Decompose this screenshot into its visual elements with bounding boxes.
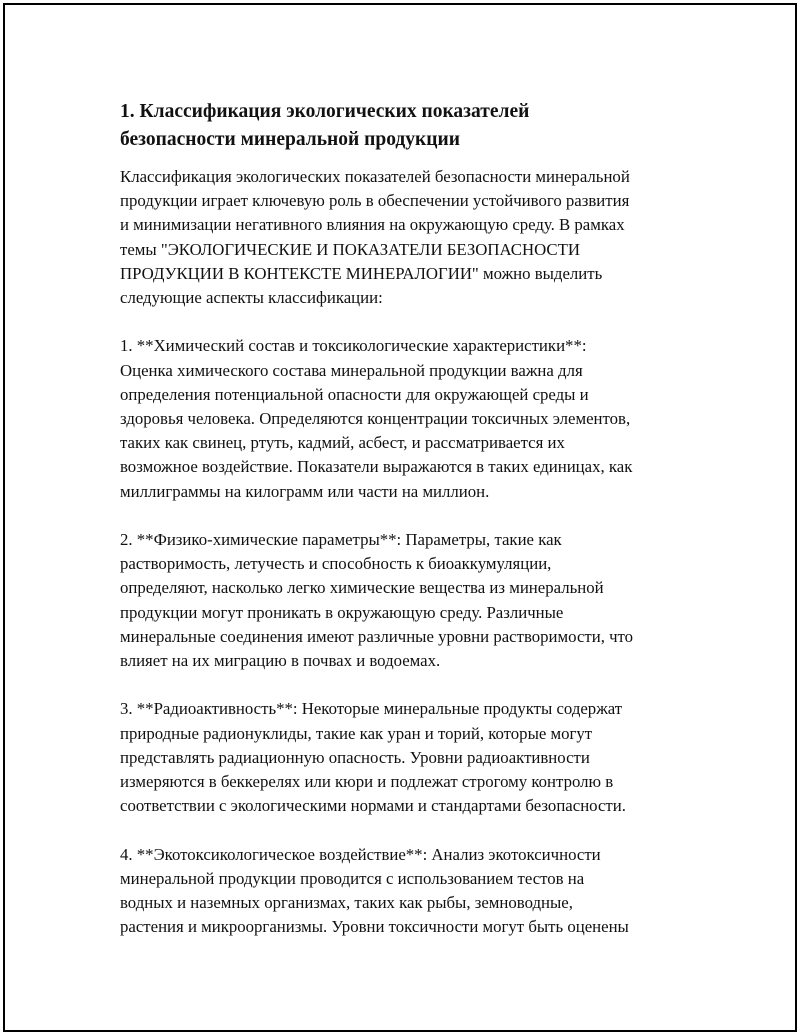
text-line: определения потенциальной опасности для окружающей среды и (120, 384, 589, 404)
text-line: миллиграммы на килограмм или части на миллион. (120, 481, 490, 501)
text-line: таких как свинец, ртуть, кадмий, асбест, и рассматривается их (120, 433, 565, 453)
text-line: природные радионуклиды, такие как уран и торий, которые могут (120, 723, 593, 743)
list-paragraph-ecotoxicology (120, 843, 720, 940)
heading-line: безопасности минеральной продукции (120, 128, 460, 150)
text-line: Оценка химического состава минеральной продукции важна для (120, 360, 583, 380)
text-line: возможное воздействие. Показатели выражаются в таких единицах, как (120, 457, 633, 477)
text-line: продукции играет ключевую роль в обеспечении устойчивого развития (120, 191, 630, 211)
document-page (3, 3, 797, 1032)
text-line: Классификация экологических показателей безопасности минеральной (120, 167, 630, 186)
list-paragraph-chemical-composition (120, 334, 720, 503)
document-content (120, 98, 720, 964)
text-line: минеральные соединения имеют различные уровни растворимости, что (120, 626, 634, 646)
text-line: 3. **Радиоактивность**: Некоторые минеральные продукты содержат (120, 699, 623, 719)
text-line: водных и наземных организмах, таких как рыбы, земноводные, (120, 893, 573, 913)
list-paragraph-physicochemical (120, 528, 720, 673)
text-line: измеряются в беккерелях или кюри и подлежат строгому контролю в (120, 772, 614, 792)
text-line: минеральной продукции проводится с использованием тестов на (120, 868, 585, 888)
text-line: продукции могут проникать в окружающую среду. Различные (120, 602, 564, 622)
text-line: и минимизации негативного влияния на окружающую среду. В рамках (120, 215, 625, 235)
section-heading (120, 98, 720, 153)
text-line: определяют, насколько легко химические вещества из минеральной (120, 578, 604, 598)
text-line: 1. **Химический состав и токсикологические характеристики**: (120, 336, 587, 356)
text-line: 4. **Экотоксикологическое воздействие**: Анализ экотоксичности (120, 844, 601, 864)
text-line: представлять радиационную опасность. Уровни радиоактивности (120, 747, 590, 767)
text-line: следующие аспекты классификации: (120, 288, 383, 308)
list-paragraph-radioactivity (120, 697, 720, 818)
text-line: здоровья человека. Определяются концентрации токсичных элементов, (120, 409, 631, 429)
heading-line: 1. Классификация экологических показателей (120, 101, 530, 122)
intro-paragraph (120, 165, 720, 310)
text-line: ПРОДУКЦИИ В КОНТЕКСТЕ МИНЕРАЛОГИИ" можно выделить (120, 263, 603, 283)
text-line: соответствии с экологическими нормами и стандартами безопасности. (120, 796, 626, 816)
text-line: темы "ЭКОЛОГИЧЕСКИЕ И ПОКАЗАТЕЛИ БЕЗОПАСНОСТИ (120, 239, 580, 259)
text-line: 2. **Физико-химические параметры**: Параметры, такие как (120, 530, 562, 550)
text-line: растения и микроорганизмы. Уровни токсичности могут быть оценены (120, 917, 629, 937)
text-line: растворимость, летучесть и способность к биоаккумуляции, (120, 554, 552, 574)
text-line: влияет на их миграцию в почвах и водоемах. (120, 651, 441, 671)
